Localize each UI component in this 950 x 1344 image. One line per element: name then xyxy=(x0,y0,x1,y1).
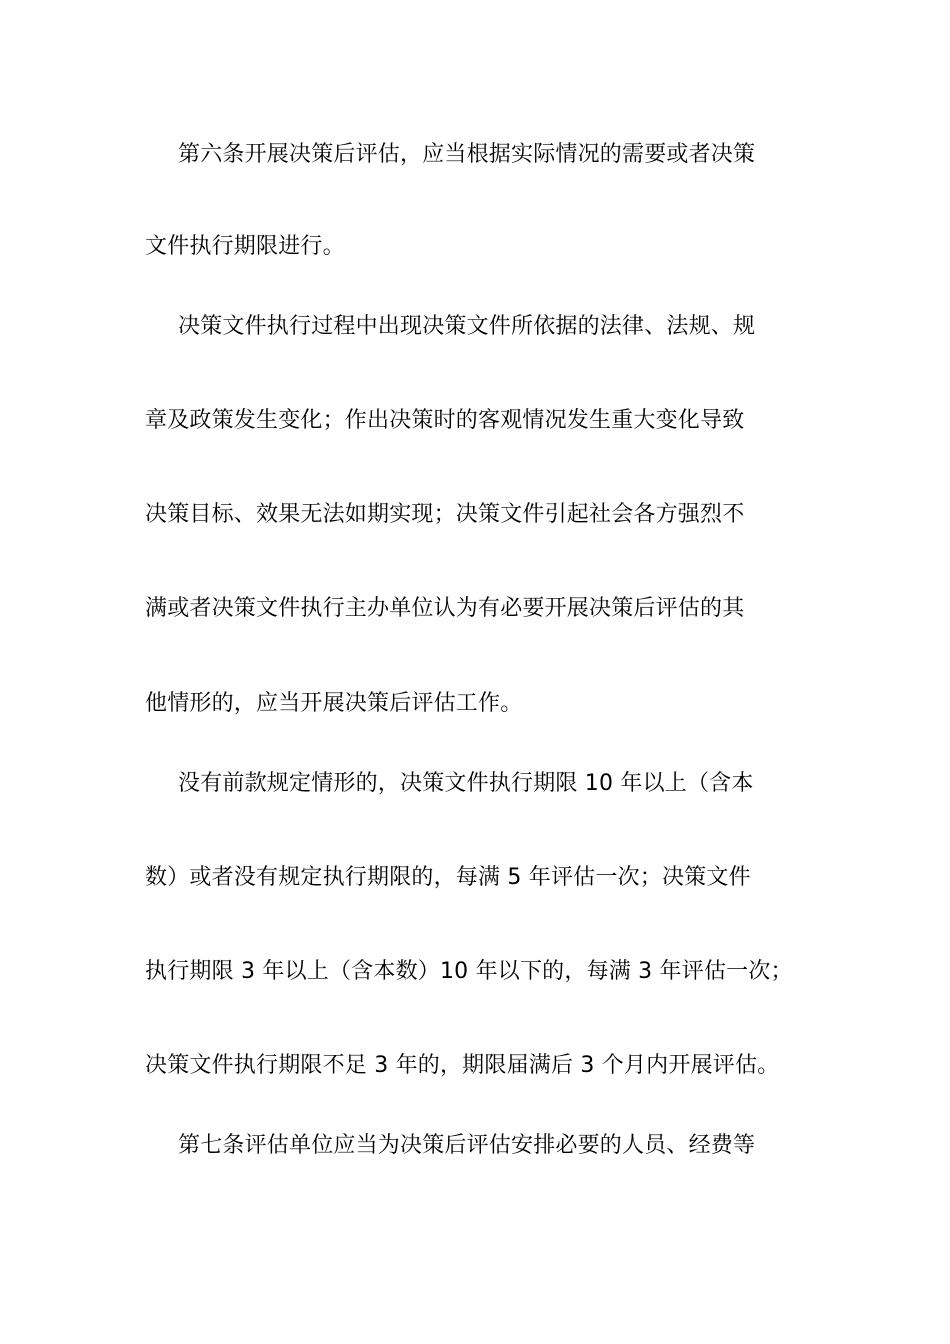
paragraph-article-6-line-2: 文件执行期限进行。 xyxy=(145,234,345,259)
paragraph-article-7-line-1: 第七条评估单位应当为决策后评估安排必要的人员、经费等 xyxy=(178,1133,756,1158)
paragraph-conditions-line-3: 决策目标、效果无法如期实现；决策文件引起社会各方强烈不 xyxy=(145,502,745,527)
paragraph-conditions-line-5: 他情形的，应当开展决策后评估工作。 xyxy=(145,691,523,716)
paragraph-article-6-line-1: 第六条开展决策后评估，应当根据实际情况的需要或者决策 xyxy=(178,142,756,167)
paragraph-conditions-line-4: 满或者决策文件执行主办单位认为有必要开展决策后评估的其 xyxy=(145,596,745,621)
paragraph-conditions-line-2: 章及政策发生变化；作出决策时的客观情况发生重大变化导致 xyxy=(145,408,745,433)
paragraph-schedule-line-2: 数）或者没有规定执行期限的，每满 5 年评估一次；决策文件 xyxy=(145,865,751,890)
paragraph-schedule-line-4: 决策文件执行期限不足 3 年的，期限届满后 3 个月内开展评估。 xyxy=(145,1053,780,1078)
paragraph-conditions-line-1: 决策文件执行过程中出现决策文件所依据的法律、法规、规 xyxy=(178,314,756,339)
paragraph-schedule-line-1: 没有前款规定情形的，决策文件执行期限 10 年以上（含本 xyxy=(178,771,754,796)
paragraph-schedule-line-3: 执行期限 3 年以上（含本数）10 年以下的，每满 3 年评估一次； xyxy=(145,959,793,984)
